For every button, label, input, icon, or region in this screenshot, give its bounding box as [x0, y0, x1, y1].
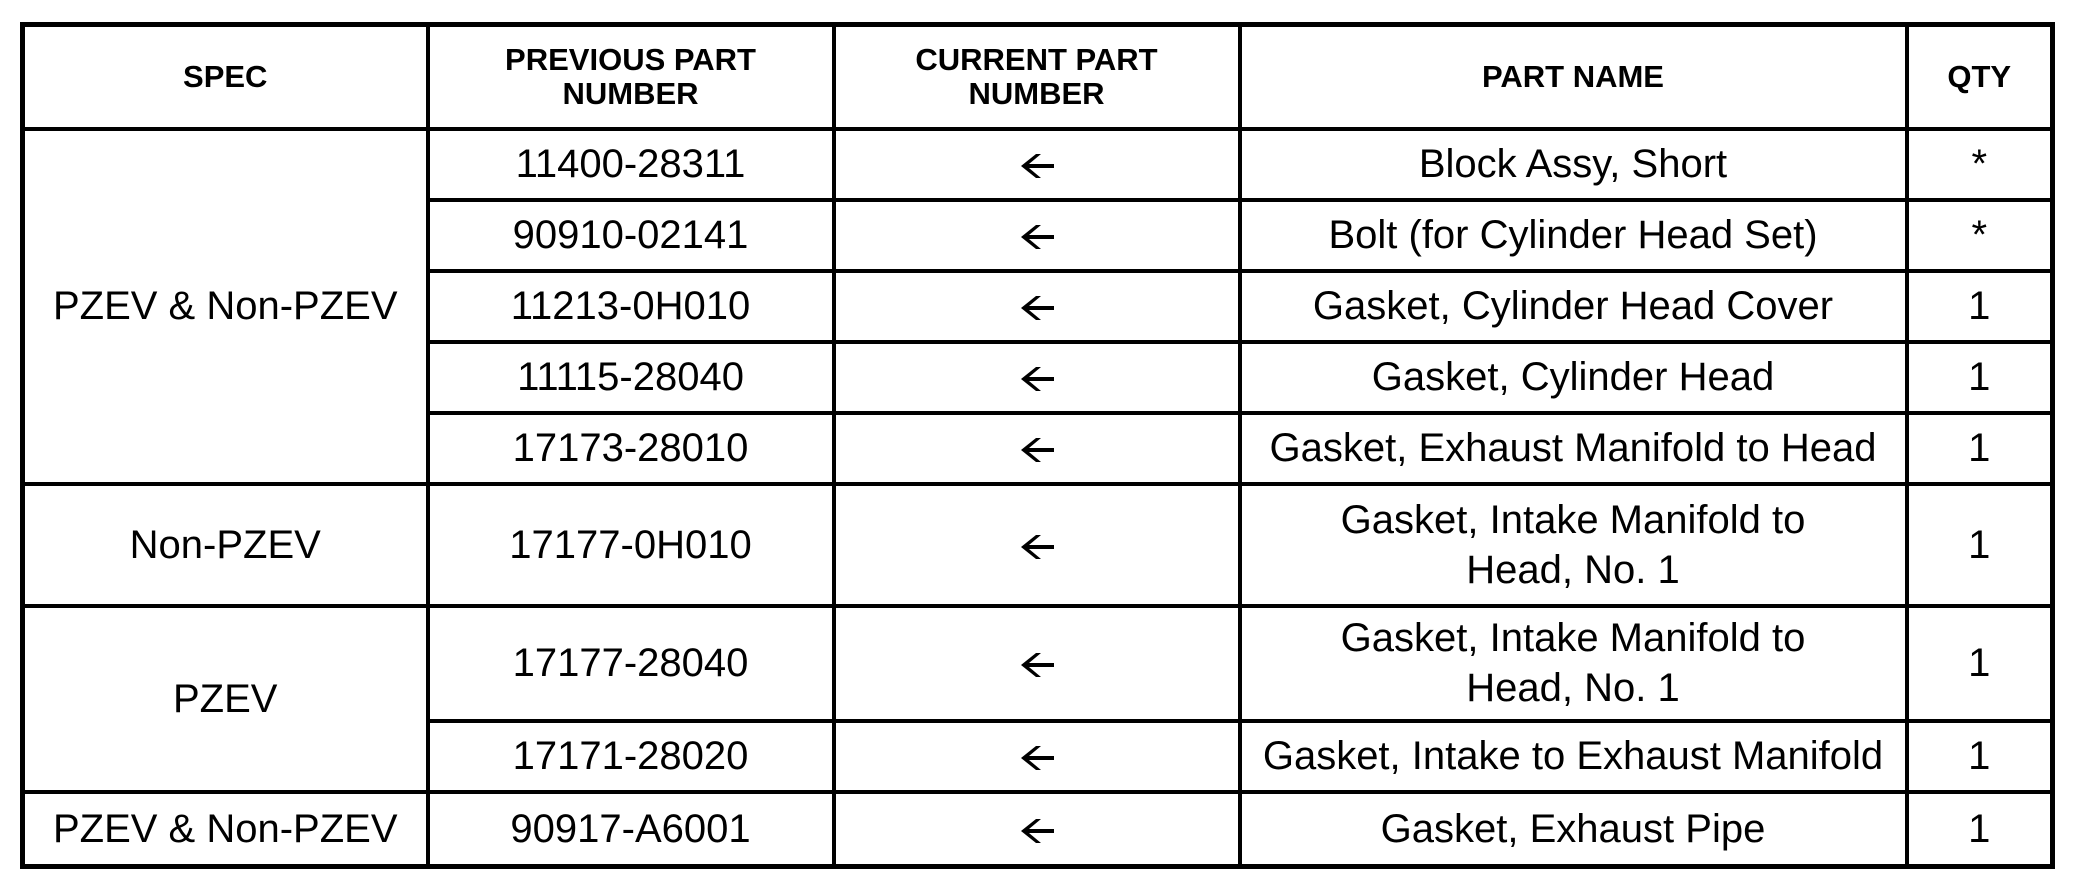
header-part-name: PART NAME — [1240, 25, 1907, 129]
part-name: Gasket, Cylinder Head Cover — [1240, 271, 1907, 342]
qty: 1 — [1907, 484, 2053, 606]
table-row — [23, 484, 2053, 606]
parts-table — [20, 22, 2055, 869]
table-row — [23, 606, 2053, 721]
arrow-left-icon — [1018, 532, 1056, 562]
previous-part-number: 17177-28040 — [428, 606, 834, 721]
current-part-number — [834, 484, 1240, 606]
previous-part-number: 11213-0H010 — [428, 271, 834, 342]
part-name-line: Gasket, Intake Manifold to — [1340, 497, 1806, 542]
spec-cell: PZEV — [23, 606, 428, 792]
part-name-line: Head, No. 1 — [1466, 547, 1680, 592]
qty: 1 — [1907, 271, 2053, 342]
arrow-left-icon — [1018, 151, 1056, 181]
arrow-left-icon — [1018, 364, 1056, 394]
part-name — [1240, 606, 1907, 721]
previous-part-number: 90910-02141 — [428, 200, 834, 271]
current-part-number — [834, 271, 1240, 342]
qty: 1 — [1907, 792, 2053, 867]
qty: 1 — [1907, 342, 2053, 413]
qty: 1 — [1907, 606, 2053, 721]
arrow-left-icon — [1018, 743, 1056, 773]
arrow-left-icon — [1018, 435, 1056, 465]
header-previous-part-number: PREVIOUS PART NUMBER — [428, 25, 834, 129]
spec-cell: PZEV & Non-PZEV — [23, 792, 428, 867]
current-part-number — [834, 413, 1240, 484]
arrow-left-icon — [1018, 650, 1056, 680]
spec-cell: PZEV & Non-PZEV — [23, 129, 428, 484]
part-name: Gasket, Intake to Exhaust Manifold — [1240, 721, 1907, 792]
arrow-left-icon — [1018, 222, 1056, 252]
header-current-part-number: CURRENT PART NUMBER — [834, 25, 1240, 129]
current-part-number — [834, 200, 1240, 271]
part-name: Bolt (for Cylinder Head Set) — [1240, 200, 1907, 271]
header-spec: SPEC — [23, 25, 428, 129]
part-name-line: Gasket, Intake Manifold to — [1340, 616, 1806, 660]
part-name: Gasket, Exhaust Manifold to Head — [1240, 413, 1907, 484]
part-name-line: Head, No. 1 — [1466, 666, 1680, 710]
qty: * — [1907, 129, 2053, 200]
header-qty: QTY — [1907, 25, 2053, 129]
qty: 1 — [1907, 721, 2053, 792]
previous-part-number: 17171-28020 — [428, 721, 834, 792]
qty: 1 — [1907, 413, 2053, 484]
current-part-number — [834, 792, 1240, 867]
part-name: Gasket, Exhaust Pipe — [1240, 792, 1907, 867]
previous-part-number: 90917-A6001 — [428, 792, 834, 867]
qty: * — [1907, 200, 2053, 271]
current-part-number — [834, 721, 1240, 792]
previous-part-number: 17177-0H010 — [428, 484, 834, 606]
previous-part-number: 17173-28010 — [428, 413, 834, 484]
spec-cell: Non-PZEV — [23, 484, 428, 606]
current-part-number — [834, 606, 1240, 721]
table-row — [23, 792, 2053, 867]
table-row — [23, 129, 2053, 200]
part-name: Gasket, Cylinder Head — [1240, 342, 1907, 413]
part-name: Block Assy, Short — [1240, 129, 1907, 200]
previous-part-number: 11400-28311 — [428, 129, 834, 200]
current-part-number — [834, 129, 1240, 200]
current-part-number — [834, 342, 1240, 413]
arrow-left-icon — [1018, 816, 1056, 846]
previous-part-number: 11115-28040 — [428, 342, 834, 413]
arrow-left-icon — [1018, 293, 1056, 323]
part-name — [1240, 484, 1907, 606]
table-header-row — [23, 25, 2053, 129]
